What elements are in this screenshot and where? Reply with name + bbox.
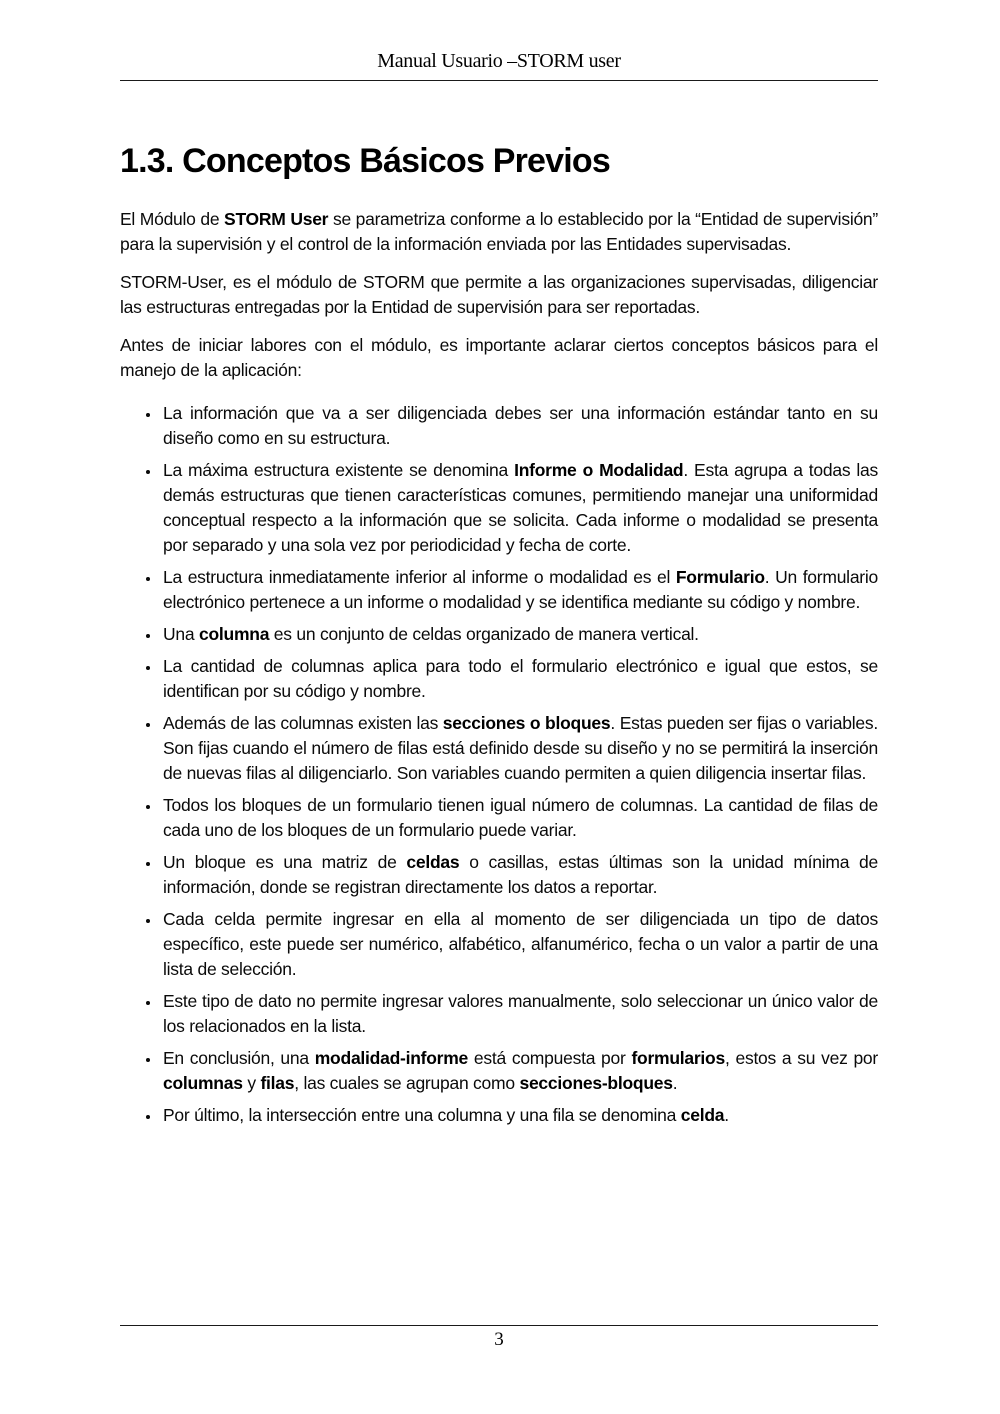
- bullet-item: • En conclusión, una modalidad-informe está compuesta por formularios, estos a su vez por columnas y filas, las cuales se agrupan como secciones-bloques.: [161, 1046, 878, 1096]
- bullet-item: • Cada celda permite ingresar en ella al momento de ser diligenciada un tipo de datos específico, este puede ser numérico, alfabético, alfanumérico, fecha o un valor a partir de una lista de selección.: [161, 907, 878, 982]
- bullet-item: • La máxima estructura existente se denomina Informe o Modalidad. Esta agrupa a todas las demás estructuras que tienen características comunes, permitiendo manejar una uniformidad conceptual respecto a la información que se solicita. Cada informe o modalidad se presenta por separado y una sola vez por periodicidad y fecha de corte.: [161, 458, 878, 558]
- page-number: 3: [494, 1329, 504, 1350]
- bullet-item: • Un bloque es una matriz de celdas o casillas, estas últimas son la unidad mínima de información, donde se registran directamente los datos a reportar.: [161, 850, 878, 900]
- bullet-item: • La información que va a ser diligenciada debes ser una información estándar tanto en su diseño como en su estructura.: [161, 401, 878, 451]
- paragraph: Antes de iniciar labores con el módulo, es importante aclarar ciertos conceptos básicos para el manejo de la aplicación:: [120, 335, 878, 380]
- running-header: [120, 50, 878, 81]
- bullet-item: • La cantidad de columnas aplica para todo el formulario electrónico e igual que estos, se identifican por su código y nombre.: [161, 654, 878, 704]
- paragraphs: [120, 207, 878, 383]
- page-content: [120, 84, 878, 1135]
- bullet-item: • Una columna es un conjunto de celdas organizado de manera vertical.: [161, 622, 878, 647]
- running-footer: [120, 1325, 878, 1351]
- paragraph: El Módulo de STORM User se parametriza conforme a lo establecido por la “Entidad de supervisión” para la supervisión y el control de la información enviada por las Entidades supervisadas.: [120, 209, 878, 254]
- bullet-item: • Todos los bloques de un formulario tienen igual número de columnas. La cantidad de filas de cada uno de los bloques de un formulario puede variar.: [161, 793, 878, 843]
- bullet-item: • La estructura inmediatamente inferior al informe o modalidad es el Formulario. Un formulario electrónico pertenece a un informe o modalidad y se identifica mediante su código y nombre.: [161, 565, 878, 615]
- section-title: 1.3. Conceptos Básicos Previos: [120, 142, 610, 180]
- paragraph: STORM-User, es el módulo de STORM que permite a las organizaciones supervisadas, diligenciar las estructuras entregadas por la Entidad de supervisión para ser reportadas.: [120, 272, 878, 317]
- bullet-list: [120, 401, 878, 1128]
- bullet-item: • Este tipo de dato no permite ingresar valores manualmente, solo seleccionar un único valor de los relacionados en la lista.: [161, 989, 878, 1039]
- bullet-item: • Por último, la intersección entre una columna y una fila se denomina celda.: [161, 1103, 878, 1128]
- header-title: Manual Usuario –STORM user: [377, 50, 621, 72]
- bullet-item: • Además de las columnas existen las secciones o bloques. Estas pueden ser fijas o variables. Son fijas cuando el número de filas está definido desde su diseño y no se permitirá la inserción de nuevas filas al diligenciarlo. Son variables cuando permiten a quien diligencia insertar filas.: [161, 711, 878, 786]
